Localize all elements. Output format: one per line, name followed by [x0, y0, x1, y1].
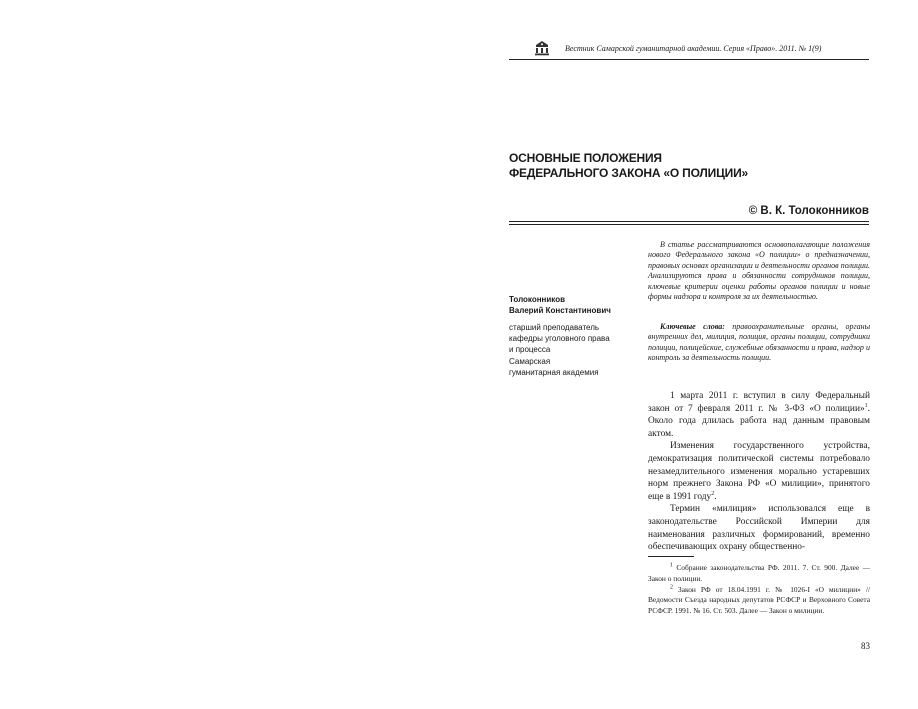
keywords-label: Ключевые слова: [660, 322, 725, 331]
author-position-line: старший преподаватель [509, 323, 600, 332]
article-title-line: ОСНОВНЫЕ ПОЛОЖЕНИЯ [509, 151, 662, 165]
author-organization [509, 356, 637, 378]
keywords [648, 322, 870, 364]
footnote-mark: 2 [670, 584, 673, 591]
page-number: 83 [861, 641, 870, 651]
author-surname: Толоконников [509, 295, 566, 304]
title-rule-top [509, 221, 869, 222]
body-text: 1 марта 2011 г. вступил в силу Федеральный закон от 7 февраля 2011 г. № 3-ФЗ «О полиции» [648, 391, 870, 414]
footnote-text: Собрание законодательства РФ. 2011. 7. Ст. 900. Далее — Закон о полиции. [648, 563, 870, 583]
footnote [648, 585, 870, 617]
body-paragraph [648, 440, 870, 503]
header-rule [509, 59, 869, 60]
author-position-line: и процесса [509, 345, 551, 354]
footnote-mark: 1 [670, 562, 673, 569]
author-copyright: © В. К. Толоконников [748, 205, 869, 217]
author-position [509, 322, 637, 355]
running-header [509, 40, 869, 58]
author-org-line: Самарская [509, 357, 551, 366]
footnote-rule [648, 556, 694, 557]
body-paragraph: Термин «милиция» использовался еще в законодательстве Российской Империи для наименования различных формирований, временно обеспечивающих охрану общественно- [648, 504, 870, 553]
footnote-text: Закон РФ от 18.04.1991 г. № 1026-I «О милиции» // Ведомости Съезда народных депутатов РСФСР и Верховного Совета РСФСР. 1991. № 16. Ст. 503. Далее — Закон о милиции. [648, 584, 870, 616]
body-text: Изменения государственного устройства, демократизация политической системы потребовало незамедлительного изменения морально устаревших норм прежнего Закона РФ «О милиции», принятого еще в 1991 году [648, 441, 870, 502]
footnotes [648, 563, 870, 617]
body-text: . [714, 491, 717, 502]
footnote-ref: 1 [864, 402, 868, 409]
article-body [648, 390, 870, 554]
footnote [648, 563, 870, 585]
author-org-line: гуманитарная академия [509, 368, 599, 377]
author-position-line: кафедры уголовного права [509, 334, 610, 343]
body-paragraph [648, 390, 870, 440]
journal-title: Вестник Самарской гуманитарной академии. Серия «Право». 2011. № 1(9) [565, 44, 822, 53]
body-text: . Около года длилась работа над данным правовым актом. [648, 403, 870, 439]
article-title [509, 151, 869, 181]
author-name [509, 294, 637, 316]
author-given-names: Валерий Константинович [509, 306, 611, 315]
academy-emblem-icon [533, 40, 551, 56]
article-title-line: ФЕДЕРАЛЬНОГО ЗАКОНА «О ПОЛИЦИИ» [509, 166, 748, 180]
title-rule-bottom [509, 224, 869, 225]
keywords-text: правоохранительные органы, органы внутренних дел, милиция, полиция, органы полиции, сотрудники полиции, полицейские, служебные обязанности и права, надзор и контроль за деятельность полиции. [648, 322, 871, 363]
footnote-ref: 2 [711, 490, 715, 497]
abstract: В статье рассматриваются основополагающие положения нового Федерального закона «О полиции» о предназначении, правовых основах организации и деятельности органов полиции. Анализируются права и обязанности сотрудников полиции, ключевые критерии оценки работы органов полиции и новые формы надзора и контроля за их деятельностью. [648, 240, 870, 302]
